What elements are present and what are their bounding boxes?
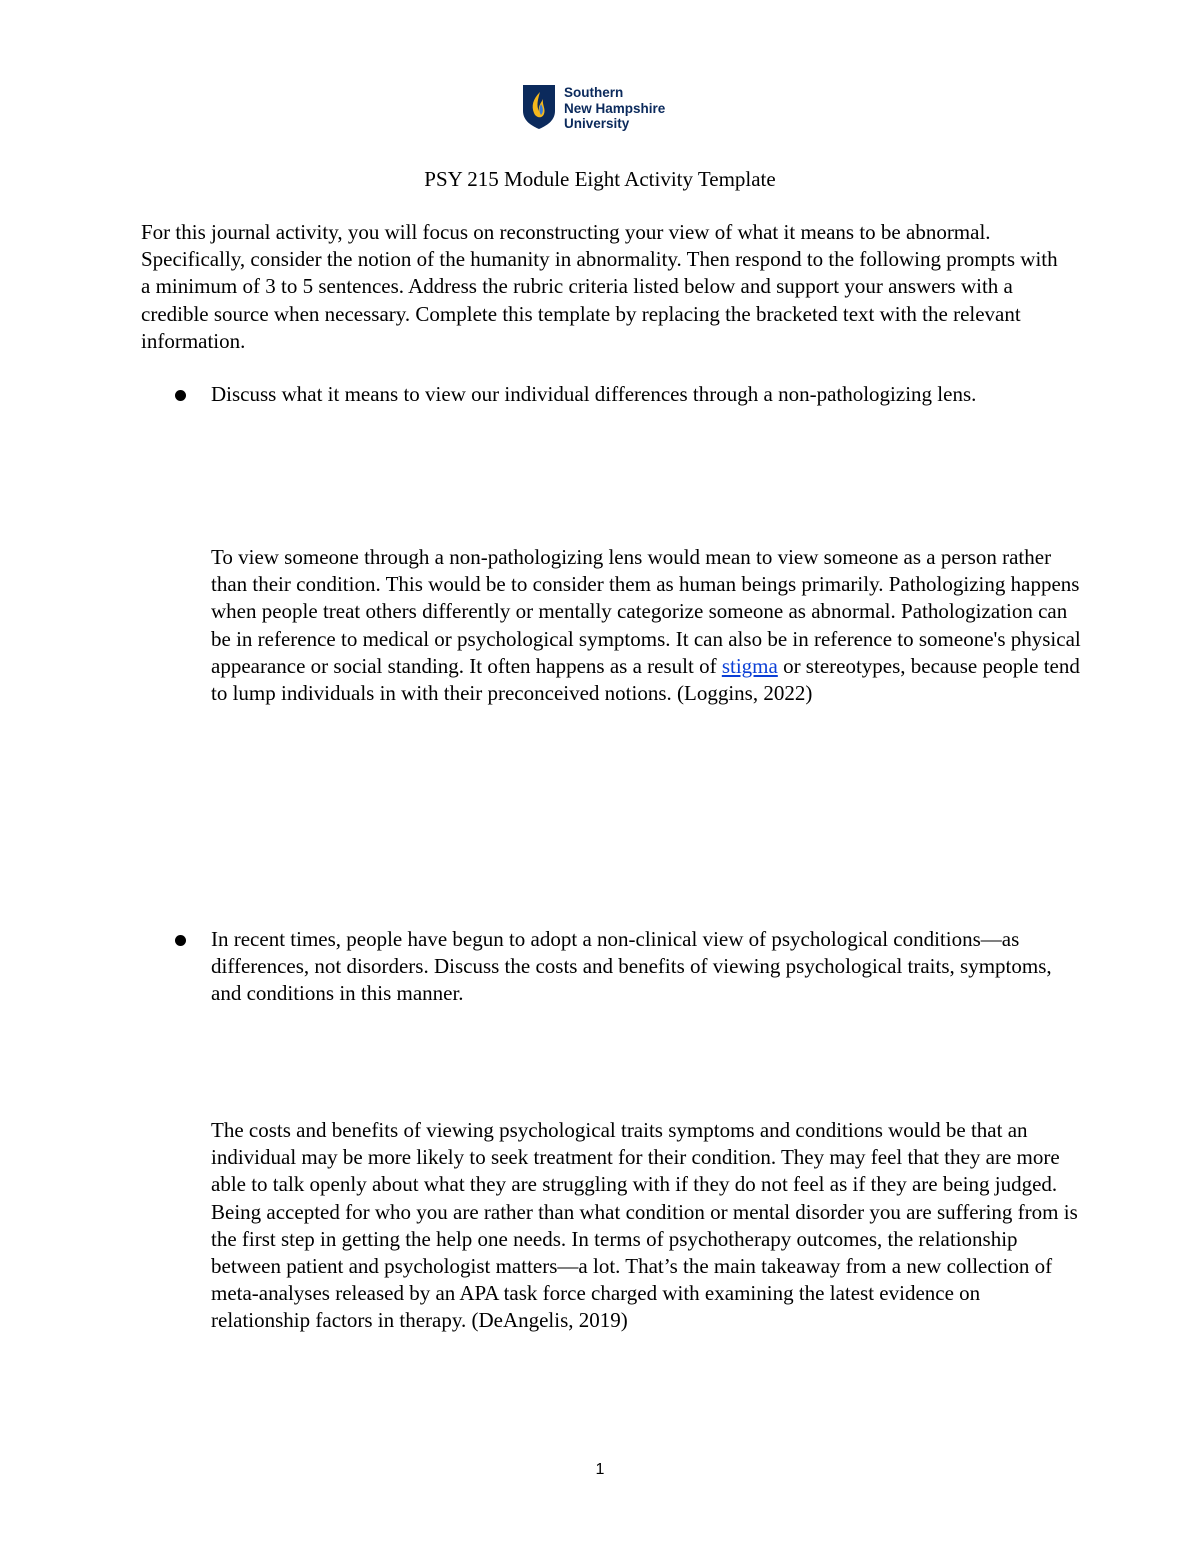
intro-paragraph: For this journal activity, you will focus on reconstructing your view of what it means to be abnormal. Specifically, consider the notion of the humanity in abnormality. Then respond to the following prompts with a minimum of 3 to 5 sentences. Address the rubric criteria listed below and support your answers with a credible source when necessary. Complete this template by replacing the bracketed text with the relevant information. (141, 220, 1058, 353)
logo-line-university: University (564, 116, 630, 131)
document-title: PSY 215 Module Eight Activity Template (424, 167, 776, 191)
prompt-2-answer: The costs and benefits of viewing psychological traits symptoms and conditions would be that an individual may be more likely to seek treatment for their condition. They may feel that they are more able to talk openly about what they are struggling with if they do not feel as if they are being judged. Being accepted for who you are rather than what condition or mental disorder you are suffering from is the first step in getting the help one needs. In terms of psychotherapy outcomes, the relationship between patient and psychologist matters—a lot. That’s the main takeaway from a new collection of meta-analyses released by an APA task force charged with examining the latest evidence on relationship factors in therapy. (DeAngelis, 2019) (211, 1118, 1078, 1333)
prompt-1-question: Discuss what it means to view our individual differences through a non-pathologizing lens. (211, 382, 977, 406)
prompt-1-answer-text-end: or stereotypes, because people tend to lump individuals in with their preconceived notions. (Loggins, 2022) (211, 653, 1080, 706)
prompt-1-answer-text-start: To view someone through a non-pathologizing lens would mean to view someone as a person rather than their condition. This would be to consider them as human beings primarily. Pathologizing happens when people treat others differently or mentally categorize someone as abnormal. Pathologization can be in reference to medical or psychological symptoms. It can also be in reference to someone's physical appearance or social standing. It often happens as a result of (211, 545, 1081, 678)
bullet-icon (175, 935, 186, 946)
flame-shield-icon (522, 84, 556, 130)
bullet-icon (175, 390, 186, 401)
logo-line-new-hampshire: New Hampshire (564, 100, 666, 116)
prompt-2-question: In recent times, people have begun to adopt a non-clinical view of psychological conditions—as differences, not disorders. Discuss the costs and benefits of viewing psychological traits, symptoms, and conditions in this manner. (211, 927, 1052, 1006)
page-number: 1 (595, 1461, 605, 1478)
prompt-1-answer (211, 544, 1081, 707)
stigma-link[interactable]: stigma (721, 653, 778, 678)
logo-wordmark (564, 85, 665, 132)
university-logo (522, 84, 665, 132)
logo-line-southern: Southern (564, 85, 624, 100)
